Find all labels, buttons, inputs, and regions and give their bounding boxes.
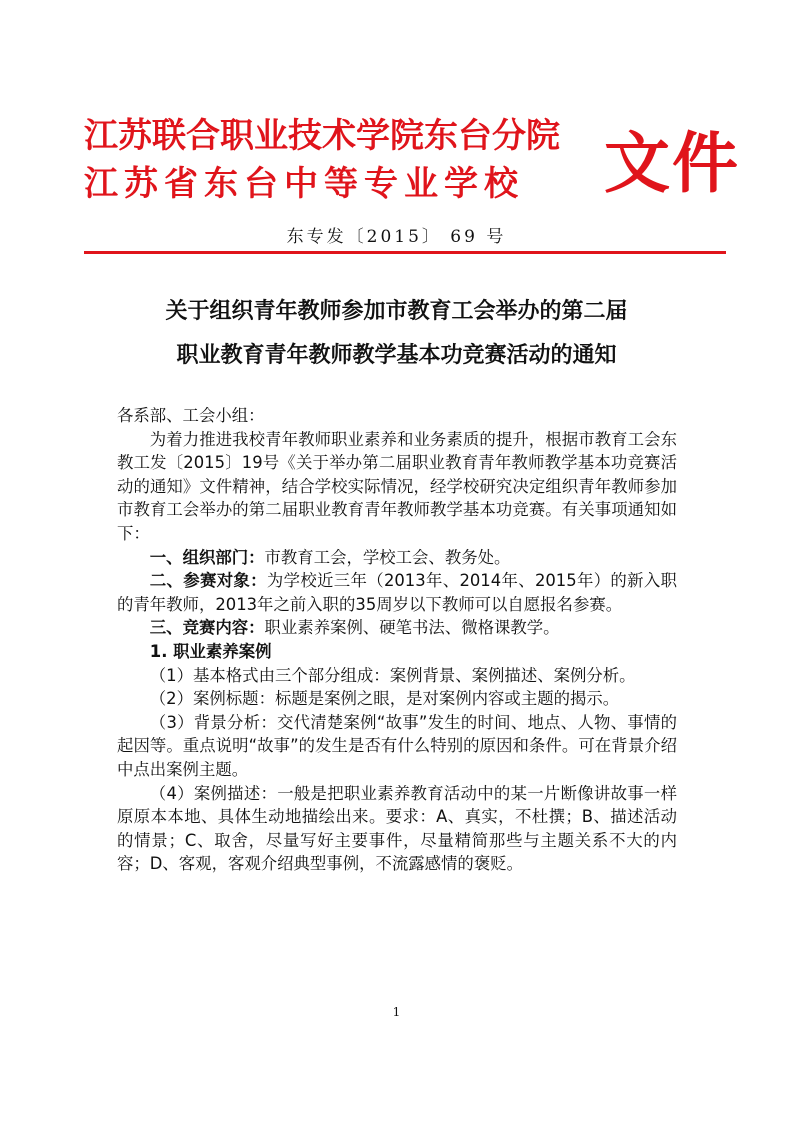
section-text: 职业素养案例、硬笔书法、微格课教学。 <box>264 618 560 638</box>
subsection-heading: 1. 职业素养案例 <box>149 641 272 661</box>
document-word: 文件 <box>604 124 740 202</box>
red-divider <box>84 251 726 254</box>
section-participants <box>117 569 677 616</box>
document-body <box>117 404 677 876</box>
org-name-line1: 江苏联合职业技术学院东台分院 <box>84 116 560 156</box>
document-number: 东专发〔2015〕 69 号 <box>286 227 507 247</box>
page-number: 1 <box>392 1005 401 1019</box>
title-line1: 关于组织青年教师参加市教育工会举办的第二届 <box>165 299 628 324</box>
item-paragraph: （3）背景分析：交代清楚案例“故事”发生的时间、地点、人物、事情的起因等。重点说明“故事”的发生是否有什么特别的原因和条件。可在背景介绍中点出案例主题。 <box>117 712 677 779</box>
item-paragraph: （4）案例描述：一般是把职业素养教育活动中的某一片断像讲故事一样原原本本地、具体生动地描绘出来。要求：A、真实，不杜撰；B、描述活动的情景；C、取舍，尽量写好主要事件，尽量精简那些与主题关系不大的内容；D、客观，客观介绍典型事例，不流露感情的褒贬。 <box>117 783 677 874</box>
letterhead <box>84 102 740 204</box>
section-text: 为学校近三年（2013年、2014年、2015年）的新入职的青年教师，2013年之前入职的35周岁以下教师可以自愿报名参赛。 <box>117 571 678 614</box>
section-label: 三、竞赛内容： <box>149 618 265 638</box>
title-line2: 职业教育青年教师教学基本功竞赛活动的通知 <box>176 343 617 368</box>
org-name-line2: 江苏省东台中等专业学校 <box>84 164 524 204</box>
section-label: 一、组织部门： <box>149 547 265 567</box>
intro-paragraph: 为着力推进我校青年教师职业素养和业务素质的提升，根据市教育工会东教工发〔2015〕19号《关于举办第二届职业教育青年教师教学基本功竞赛活动的通知》文件精神，结合学校实际情况，经学校研究决定组织青年教师参加市教育工会举办的第二届职业教育青年教师教学基本功竞赛。有关事项通知如下： <box>117 429 677 543</box>
item-paragraph: （1）基本格式由三个部分组成：案例背景、案例描述、案例分析。 <box>149 665 636 685</box>
salutation: 各系部、工会小组： <box>117 406 265 425</box>
section-organizer <box>117 546 677 570</box>
item-paragraph: （2）案例标题：标题是案例之眼，是对案例内容或主题的揭示。 <box>149 689 620 709</box>
section-content <box>117 616 677 640</box>
section-text: 市教育工会，学校工会、教务处。 <box>264 547 511 567</box>
section-label: 二、参赛对象： <box>149 571 267 591</box>
